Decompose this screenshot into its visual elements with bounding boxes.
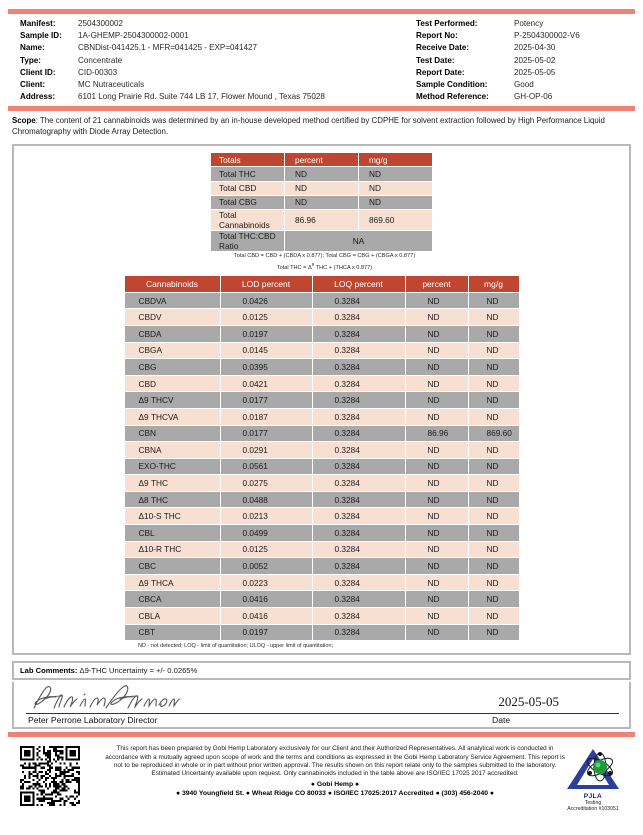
footer-disclaimer [104,745,566,798]
meta-row [416,18,635,30]
meta-row [20,79,410,91]
cell-loq-percent: 0.3284 [312,608,405,625]
table-row [124,558,519,575]
cell-percent: ND [405,475,468,492]
meta-row [20,42,410,54]
pjla-logo-icon [563,745,623,793]
cell-mgg: ND [468,624,519,641]
cell-percent: ND [405,541,468,558]
cell-lod-percent: 0.0421 [220,375,312,392]
meta-row [20,91,410,103]
cannabinoid-table [124,275,520,641]
meta-row [416,30,635,42]
cell-cannabinoid-name: CBN [124,425,220,442]
formula-line-2-post: THC + (THCA x 0.877) [314,264,373,271]
cell-percent: ND [405,408,468,425]
totals-table [210,152,433,252]
cell-mgg: ND [468,475,519,492]
cell-loq-percent: 0.3284 [312,624,405,641]
totals-row-name: Total CBD [211,181,285,195]
cell-lod-percent: 0.0213 [220,508,312,525]
cell-percent: ND [405,325,468,342]
table-row [124,425,519,442]
meta-value: 1A-GHEMP-2504300002-0001 [78,31,189,41]
cell-loq-percent: 0.3284 [312,392,405,409]
signature-box [12,682,631,729]
lab-report-page [0,9,643,813]
cell-mgg: ND [468,375,519,392]
totals-row-mgg: ND [359,167,433,181]
totals-table-wrap [14,152,629,252]
cell-lod-percent: 0.0275 [220,475,312,492]
cell-cannabinoid-name: CBD [124,375,220,392]
cell-mgg: ND [468,574,519,591]
cell-lod-percent: 0.0145 [220,342,312,359]
cell-mgg: ND [468,558,519,575]
meta-label: Name: [20,43,45,53]
cell-mgg: ND [468,508,519,525]
cell-mgg: ND [468,591,519,608]
totals-row-mgg: 869.60 [359,209,433,230]
cell-loq-percent: 0.3284 [312,342,405,359]
cell-mgg: ND [468,458,519,475]
table-row [124,608,519,625]
col-header-lod-percent: LOD percent [220,275,312,292]
cell-percent: ND [405,608,468,625]
meta-value: P-2504300002-V6 [514,31,580,41]
meta-row [20,30,410,42]
table-row [124,541,519,558]
cell-lod-percent: 0.0395 [220,359,312,376]
footer-accent-rule [8,732,635,737]
cell-mgg: ND [468,392,519,409]
totals-row [211,181,433,195]
cell-loq-percent: 0.3284 [312,359,405,376]
meta-label: Test Performed: [416,19,478,28]
pjla-accreditation-number: Accreditation #103051 [567,806,619,813]
totals-row-name: Total CBG [211,195,285,209]
company-name: ● Gobi Hemp ● [310,781,360,789]
meta-value: 2025-04-30 [514,43,556,53]
table-row [124,491,519,508]
cell-mgg: ND [468,342,519,359]
meta-label: Manifest: [20,19,56,28]
cell-percent: ND [405,591,468,608]
cell-loq-percent: 0.3284 [312,309,405,326]
table-row [124,408,519,425]
pjla-accreditation-badge [557,745,629,812]
meta-row [416,79,635,91]
meta-label: Sample ID: [20,31,62,41]
lab-comments-text: Δ9-THC Uncertainty = +/- 0.0265% [77,666,198,676]
meta-row [416,67,635,79]
cell-cannabinoid-name: CBL [124,525,220,542]
meta-row [20,18,410,30]
cell-cannabinoid-name: Δ8 THC [124,491,220,508]
table-row [124,325,519,342]
header-right-column [410,18,635,103]
meta-value: Concentrate [78,55,123,65]
cell-percent: ND [405,309,468,326]
totals-row-name: Total Cannabinoids [211,209,285,230]
totals-ratio-value: NA [285,230,433,251]
scope-label: Scope [12,116,36,126]
cell-loq-percent: 0.3284 [312,442,405,459]
cell-cannabinoid-name: Δ9 THCA [124,574,220,591]
cell-percent: ND [405,458,468,475]
cell-loq-percent: 0.3284 [312,508,405,525]
cell-lod-percent: 0.0177 [220,392,312,409]
cell-loq-percent: 0.3284 [312,525,405,542]
cell-percent: ND [405,491,468,508]
cell-cannabinoid-name: CBGA [124,342,220,359]
cannabinoid-table-wrap [14,275,629,641]
totals-header-row [211,153,433,167]
cell-loq-percent: 0.3284 [312,574,405,591]
formula-line-1: Total CBD = CBD + (CBDA x 0.877); Total CBG = CBG + (CBGA x 0.877) [233,253,416,260]
table-row [124,342,519,359]
totals-row-percent: ND [285,195,359,209]
table-row [124,591,519,608]
cell-lod-percent: 0.0197 [220,325,312,342]
cell-percent: ND [405,574,468,591]
meta-label: Type: [20,55,41,65]
cell-lod-percent: 0.0125 [220,309,312,326]
cell-mgg: ND [468,325,519,342]
cell-mgg: ND [468,309,519,326]
cell-percent: ND [405,525,468,542]
cell-cannabinoid-name: CBDA [124,325,220,342]
cell-lod-percent: 0.0426 [220,292,312,309]
formula-line-2-pre: Total THC = Δ [276,264,312,271]
cell-cannabinoid-name: CBLA [124,608,220,625]
meta-row [20,67,410,79]
cell-cannabinoid-name: Δ9 THCV [124,392,220,409]
totals-row-mgg: ND [359,195,433,209]
meta-label: Report Date: [416,67,465,77]
meta-row [416,91,635,103]
cell-mgg: ND [468,608,519,625]
totals-header-percent: percent [285,153,359,167]
cell-loq-percent: 0.3284 [312,425,405,442]
cell-lod-percent: 0.0125 [220,541,312,558]
col-header-cannabinoids: Cannabinoids [124,275,220,292]
meta-value: MC Nutraceuticals [78,80,145,90]
cell-lod-percent: 0.0223 [220,574,312,591]
meta-label: Report No: [416,31,458,41]
signatory-name: Peter Perrone Laboratory Director [28,715,158,726]
qr-code[interactable] [20,746,80,806]
cell-lod-percent: 0.0197 [220,624,312,641]
meta-value: CID-00303 [78,67,118,77]
cell-mgg: ND [468,491,519,508]
cell-lod-percent: 0.0416 [220,591,312,608]
meta-label: Address: [20,92,56,102]
meta-label: Receive Date: [416,43,470,53]
scope-paragraph [8,111,635,142]
cell-lod-percent: 0.0561 [220,458,312,475]
cell-loq-percent: 0.3284 [312,375,405,392]
cell-percent: ND [405,508,468,525]
cell-cannabinoid-name: Δ10-S THC [124,508,220,525]
cell-lod-percent: 0.0291 [220,442,312,459]
meta-value: 2025-05-05 [514,67,556,77]
cell-percent: ND [405,292,468,309]
lab-comments-box [12,661,631,680]
cell-loq-percent: 0.3284 [312,558,405,575]
meta-label: Client ID: [20,67,56,77]
col-header-mgg: mg/g [468,275,519,292]
meta-label: Method Reference: [416,92,489,102]
meta-row [416,55,635,67]
cell-lod-percent: 0.0488 [220,491,312,508]
table-legend: ND - not detected; LOQ - limit of quantitation; ULOQ - upper limit of quantitation; [138,643,334,650]
totals-ratio-row [211,230,433,251]
report-footer [8,743,635,835]
meta-value: Good [514,80,534,90]
cell-cannabinoid-name: CBDVA [124,292,220,309]
table-row [124,292,519,309]
meta-row [20,55,410,67]
cell-cannabinoid-name: CBT [124,624,220,641]
cell-mgg: ND [468,359,519,376]
lab-comments-label: Lab Comments: [20,666,78,676]
table-row [124,392,519,409]
signature-rule [26,713,619,714]
totals-row-percent: ND [285,181,359,195]
table-row [124,508,519,525]
cell-mgg: ND [468,408,519,425]
totals-row-mgg: ND [359,181,433,195]
cell-percent: ND [405,342,468,359]
totals-row-percent: 86.96 [285,209,359,230]
totals-header-mgg: mg/g [359,153,433,167]
cell-lod-percent: 0.0052 [220,558,312,575]
cell-loq-percent: 0.3284 [312,408,405,425]
cell-mgg: ND [468,541,519,558]
totals-row-percent: ND [285,167,359,181]
header-left-column [8,18,410,103]
cell-percent: ND [405,558,468,575]
pjla-title: PJLA [583,793,603,801]
meta-value: GH-OP-06 [514,92,553,102]
meta-value: 6101 Long Prairie Rd. Suite 744 LB 17, Flower Mound , Texas 75028 [78,92,325,102]
cell-percent: ND [405,375,468,392]
table-row [124,309,519,326]
cell-cannabinoid-name: CBDV [124,309,220,326]
date-label: Date [492,715,511,726]
formula-line-2 [20,261,629,272]
totals-row-name: Total THC [211,167,285,181]
table-row [124,574,519,591]
meta-value: CBNDist-041425.1 - MFR=041425 - EXP=041427 [78,43,258,53]
cell-mgg: 869.60 [468,425,519,442]
scope-text: : The content of 21 cannabinoids was determined by an in-house developed method certified by CDPHE for solvent extraction followed by High Performance Liquid Chromatography with Diode Array Detection. [12,116,605,136]
cell-lod-percent: 0.0416 [220,608,312,625]
col-header-loq-percent: LOQ percent [312,275,405,292]
meta-value: 2504300002 [78,19,124,28]
cell-percent: 86.96 [405,425,468,442]
table-row [124,458,519,475]
cell-percent: ND [405,442,468,459]
totals-row [211,209,433,230]
cell-mgg: ND [468,525,519,542]
cell-loq-percent: 0.3284 [312,292,405,309]
totals-ratio-label: Total THC:CBD Ratio [211,230,285,251]
cell-loq-percent: 0.3284 [312,491,405,508]
cell-cannabinoid-name: Δ9 THCVA [124,408,220,425]
table-row [124,359,519,376]
cell-lod-percent: 0.0187 [220,408,312,425]
totals-header-name: Totals [211,153,285,167]
cell-cannabinoid-name: Δ9 THC [124,475,220,492]
meta-label: Sample Condition: [416,80,488,90]
col-header-percent: percent [405,275,468,292]
disclaimer-text: This report has been prepared by Gobi Hemp Laboratory exclusively for our Client and their Authorized Representatives. All analytical work is conducted in accordance with a mutually agreed upon scope of work and the terms and conditions as expressed in the Gobi Hemp Laboratory Service Agreement. This report is not to be reproduced in whole or in part without prior written approval. The results shown on this report relate only to the samples submitted to the laboratory. Estimated Uncertainty available upon request. Only cannabinoids included in the table above are ISO/IEC 17025 2017 accredited. [105,745,565,778]
formula-line-2-sup: 9 [311,261,315,267]
cell-percent: ND [405,624,468,641]
cell-loq-percent: 0.3284 [312,475,405,492]
cell-lod-percent: 0.0177 [220,425,312,442]
company-address: ● 3940 Youngfield St. ● Wheat Ridge CO 80033 ● ISO/IEC 17025:2017 Accredited ● (303) 456-2040 ● [175,789,495,797]
meta-row [416,42,635,54]
cell-cannabinoid-name: CBC [124,558,220,575]
meta-label: Test Date: [416,55,455,65]
table-row [124,624,519,641]
cell-lod-percent: 0.0499 [220,525,312,542]
totals-formula-note [14,253,629,271]
cell-loq-percent: 0.3284 [312,541,405,558]
cell-percent: ND [405,359,468,376]
signature-image [28,684,208,712]
table-row [124,375,519,392]
cell-loq-percent: 0.3284 [312,591,405,608]
meta-value: 2025-05-02 [514,55,556,65]
signature-date: 2025-05-05 [498,694,559,710]
cell-cannabinoid-name: CBG [124,359,220,376]
results-frame [12,144,631,655]
meta-label: Client: [20,80,46,90]
cell-cannabinoid-name: EXO-THC [124,458,220,475]
cell-loq-percent: 0.3284 [312,458,405,475]
cell-cannabinoid-name: CBNA [124,442,220,459]
meta-value: Potency [514,19,544,28]
totals-row [211,167,433,181]
report-header [8,14,635,106]
cell-mgg: ND [468,292,519,309]
pjla-subtitle: Testing [584,800,602,807]
cannabinoid-header-row [124,275,519,292]
table-row [124,475,519,492]
table-row [124,525,519,542]
cell-mgg: ND [468,442,519,459]
cell-percent: ND [405,392,468,409]
table-row [124,442,519,459]
cell-loq-percent: 0.3284 [312,325,405,342]
totals-row [211,195,433,209]
cell-cannabinoid-name: Δ10-R THC [124,541,220,558]
cell-cannabinoid-name: CBCA [124,591,220,608]
